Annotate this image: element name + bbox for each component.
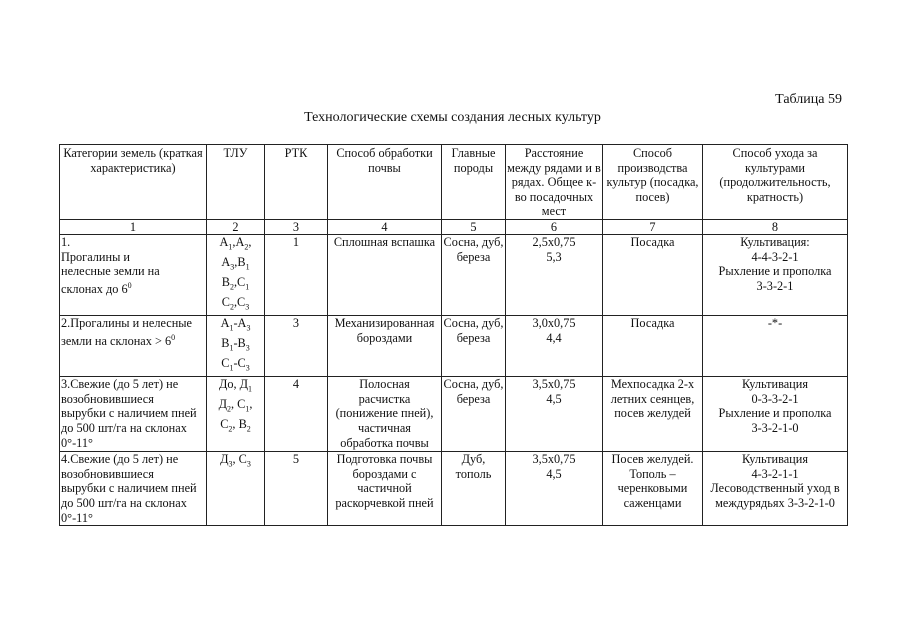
cell-land-category [60, 234, 207, 315]
header-spacing: Расстояние между рядами и в рядах. Общее к-во посадочных мест [507, 146, 601, 219]
soil-text-line: (понижение пней), [335, 406, 434, 421]
tlu-subscript: 1 [229, 343, 234, 353]
header-main-species: Главные породы [442, 145, 506, 220]
production-text-line: Посев желудей. [611, 452, 694, 467]
column-number-row [60, 219, 848, 234]
header-production-method: Способ производства культур (посадка, посев) [603, 145, 703, 220]
tlu-subscript: 3 [245, 302, 250, 312]
tlu-code: ,В [234, 255, 246, 270]
species-text-line: тополь [455, 466, 492, 481]
header-care-method: Способ ухода за культурами (продолжительность, кратность) [703, 145, 848, 220]
category-text-line: 3.Свежие (до 5 лет) не [61, 377, 179, 392]
species-text-line: Дуб, [461, 452, 486, 467]
cell-land-category [60, 377, 207, 452]
tlu-code: А [220, 316, 230, 331]
soil-text-line: раскорчевкой пней [335, 496, 434, 511]
cell-tlu [207, 452, 265, 526]
species-text-line: Сосна, дуб, [443, 316, 504, 331]
tlu-code: С [221, 356, 230, 371]
header-row [60, 145, 848, 220]
header-tlu: ТЛУ [207, 145, 265, 220]
soil-text-line: Подготовка почвы [336, 452, 433, 467]
tlu-separator: , [249, 397, 253, 412]
header-soil-treatment: Способ обработки почвы [328, 145, 442, 220]
production-text-line: Посадка [630, 316, 675, 331]
production-text-line: Посадка [630, 234, 675, 249]
soil-text-line: бороздами с [352, 466, 417, 481]
tlu-code: ,С [233, 275, 246, 290]
soil-text-line: Механизированная [334, 316, 435, 331]
header-rtk: РТК [265, 145, 328, 220]
soil-text-line: Сплошная вспашка [333, 234, 436, 249]
tlu-subscript: 1 [248, 384, 253, 394]
tlu-code: , С [232, 452, 247, 467]
category-text-line: склонах до 6 [61, 281, 128, 296]
tlu-subscript: 3 [246, 459, 251, 469]
soil-text-line: частичной [357, 481, 412, 496]
tlu-subscript: 3 [245, 343, 250, 353]
tlu-code: -В [233, 336, 246, 351]
cell-rtk: 5 [265, 452, 328, 526]
cell-tlu [207, 316, 265, 377]
species-text-line: береза [456, 249, 491, 264]
degree-superscript: 0 [127, 280, 132, 290]
category-text-line: до 500 шт/га на склонах [61, 496, 187, 511]
category-text-line: 2.Прогалины и нелесные [61, 316, 192, 331]
cell-main-species [442, 234, 506, 315]
care-text-line: 4-4-3-2-1 [751, 249, 799, 264]
table-row [60, 234, 848, 315]
column-number: 2 [207, 219, 265, 234]
tlu-subscript: 2 [229, 282, 234, 292]
production-text-line: Мехпосадка 2-х [610, 377, 695, 392]
soil-text-line: Полосная [359, 377, 410, 392]
care-text-line: 4-3-2-1-1 [751, 466, 799, 481]
cell-rtk: 4 [265, 377, 328, 452]
cell-tlu [207, 234, 265, 315]
production-text-line: саженцами [623, 496, 682, 511]
degree-superscript: 0 [171, 332, 176, 342]
column-number: 3 [265, 219, 328, 234]
tlu-code: Д [220, 452, 229, 467]
table-row [60, 377, 848, 452]
cell-spacing [506, 377, 603, 452]
table-number-label: Таблица 59 [775, 92, 842, 107]
cell-care-method [703, 452, 848, 526]
category-text-line: 0°-11° [61, 435, 93, 450]
care-text-line: 3-3-2-1-0 [751, 421, 799, 436]
table-row [60, 452, 848, 526]
cell-care-method [703, 316, 848, 377]
category-text-line: земли на склонах > 6 [61, 333, 172, 348]
category-text-line: вырубки с наличием пней [61, 481, 197, 496]
care-text-line: Лесоводственный уход в [710, 481, 840, 496]
tlu-subscript: 1 [228, 242, 233, 252]
cell-production-method [603, 377, 703, 452]
care-text-line: Культивация [741, 452, 809, 467]
species-text-line: Сосна, дуб, [443, 234, 504, 249]
tlu-code: ,А [232, 234, 245, 249]
care-text-line: Рыхление и прополка [718, 406, 832, 421]
spacing-text-line: 4,5 [546, 466, 562, 481]
tlu-subscript: 2 [228, 424, 233, 434]
forest-culture-schemes-table [59, 144, 848, 526]
cell-care-method [703, 377, 848, 452]
tlu-code: -С [233, 356, 246, 371]
spacing-text-line: 4,4 [546, 330, 562, 345]
cell-soil-treatment [328, 377, 442, 452]
tlu-code: В [221, 336, 230, 351]
spacing-text-line: 5,3 [546, 249, 562, 264]
spacing-text-line: 3,5x0,75 [532, 377, 576, 392]
cell-spacing [506, 452, 603, 526]
soil-text-line: обработка почвы [340, 435, 429, 450]
tlu-subscript: 1 [229, 363, 234, 373]
species-text-line: береза [456, 391, 491, 406]
species-text-line: Сосна, дуб, [443, 377, 504, 392]
cell-production-method [603, 234, 703, 315]
column-number: 6 [506, 219, 603, 234]
tlu-subscript: 2 [246, 424, 251, 434]
production-text-line: посев желудей [614, 406, 691, 421]
tlu-subscript: 3 [245, 363, 250, 373]
column-number: 7 [603, 219, 703, 234]
species-text-line: береза [456, 330, 491, 345]
cell-land-category [60, 452, 207, 526]
spacing-text-line: 4,5 [546, 391, 562, 406]
care-text-line: Культивация: [740, 234, 810, 249]
tlu-subscript: 3 [246, 323, 251, 333]
care-text-line: 0-3-3-2-1 [751, 391, 799, 406]
tlu-code: , В [232, 417, 247, 432]
column-number: 4 [328, 219, 442, 234]
tlu-separator: , [248, 234, 252, 249]
cell-rtk: 3 [265, 316, 328, 377]
tlu-subscript: 2 [229, 302, 234, 312]
header-land-category: Категории земель (краткая характеристика) [60, 145, 207, 220]
category-text-line: нелесные земли на [61, 264, 160, 279]
tlu-code: , С [230, 397, 246, 412]
care-text-line: междурядьях 3-3-2-1-0 [715, 496, 835, 511]
cell-soil-treatment [328, 316, 442, 377]
cell-main-species [442, 452, 506, 526]
care-text-line: Рыхление и прополка [718, 264, 832, 279]
tlu-code: Д [218, 397, 227, 412]
tlu-code: А [221, 255, 231, 270]
table-title: Технологические схемы создания лесных культур [304, 110, 601, 125]
care-text-line: Культивация [741, 377, 809, 392]
tlu-subscript: 3 [228, 459, 233, 469]
category-text-line: Прогалины и [61, 249, 131, 264]
soil-text-line: бороздами [356, 330, 413, 345]
category-text-line: возобновившиеся [61, 466, 154, 481]
spacing-text-line: 2,5x0,75 [532, 234, 576, 249]
cell-production-method [603, 452, 703, 526]
tlu-code: С [220, 417, 229, 432]
care-text-line: 3-3-2-1 [756, 278, 794, 293]
tlu-code: В [221, 275, 230, 290]
category-text-line: 0°-11° [61, 510, 93, 525]
cell-spacing [506, 316, 603, 377]
category-text-line: 1. [61, 234, 71, 249]
column-number: 5 [442, 219, 506, 234]
soil-text-line: расчистка [358, 391, 411, 406]
cell-spacing [506, 234, 603, 315]
category-text-line: возобновившиеся [61, 391, 154, 406]
tlu-code: С [221, 295, 230, 310]
category-text-line: до 500 шт/га на склонах [61, 421, 187, 436]
category-text-line: вырубки с наличием пней [61, 406, 197, 421]
tlu-subscript: 1 [229, 323, 234, 333]
tlu-subscript: 2 [244, 242, 249, 252]
tlu-code: До, Д [218, 377, 249, 392]
tlu-subscript: 2 [226, 404, 231, 414]
cell-main-species [442, 316, 506, 377]
cell-production-method [603, 316, 703, 377]
production-text-line: Тополь – [629, 466, 676, 481]
tlu-subscript: 3 [230, 262, 235, 272]
cell-main-species [442, 377, 506, 452]
cell-tlu [207, 377, 265, 452]
tlu-code: -А [233, 316, 247, 331]
spacing-text-line: 3,0x0,75 [532, 316, 576, 331]
tlu-code: ,С [233, 295, 246, 310]
soil-text-line: частичная [358, 421, 411, 436]
cell-land-category [60, 316, 207, 377]
category-text-line: 4.Свежие (до 5 лет) не [61, 452, 179, 467]
cell-soil-treatment [328, 452, 442, 526]
table-row [60, 316, 848, 377]
cell-care-method [703, 234, 848, 315]
production-text-line: летних сеянцев, [610, 391, 695, 406]
column-number: 1 [60, 219, 207, 234]
tlu-subscript: 1 [245, 404, 250, 414]
production-text-line: черенковыми [617, 481, 688, 496]
tlu-subscript: 1 [245, 262, 250, 272]
tlu-code: А [219, 234, 229, 249]
cell-rtk: 1 [265, 234, 328, 315]
tlu-subscript: 1 [245, 282, 250, 292]
cell-soil-treatment [328, 234, 442, 315]
spacing-text-line: 3,5x0,75 [532, 452, 576, 467]
care-text-line: -*- [767, 316, 783, 331]
column-number: 8 [703, 219, 848, 234]
